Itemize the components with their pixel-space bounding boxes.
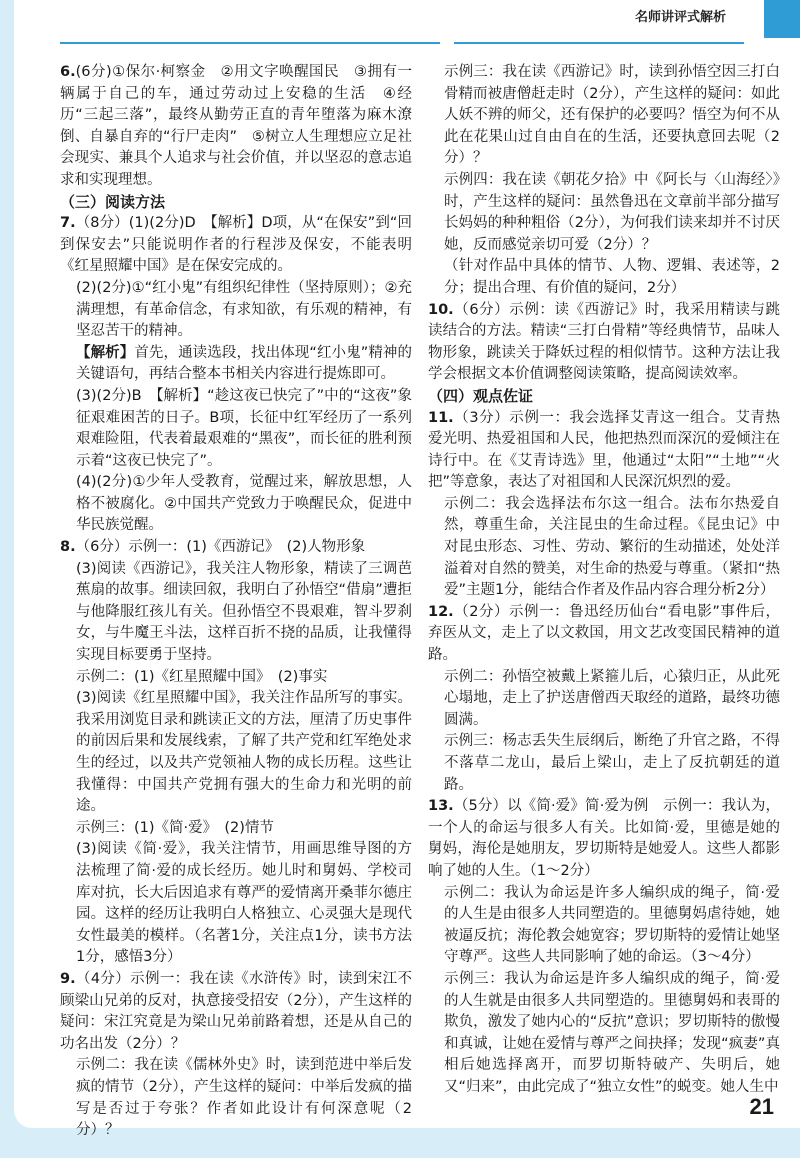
answer-text: 示例二：(1)《红星照耀中国》 (2)事实 xyxy=(76,668,328,685)
answer-text: (3)阅读《红星照耀中国》，我关注作品所写的事实。我采用浏览目录和跳读正文的方法，厘清了历史事件的前因后果和发展线索，了解了共产党和红军绝处求生的经过，以及共产党领袖人物的成长历程。这些让我懂得：中国共产党拥有强大的生命力和光明的前途。 xyxy=(76,690,412,815)
answer-text: （5分）以《简·爱》简·爱为例 示例一：我认为，一个人的命运与很多人有关。比如简·爱，里德是她的舅妈，海伦是她朋友，罗切斯特是她爱人。这些人都影响了她的人生。（1～2分） xyxy=(428,798,780,879)
answer-text: 示例四：我在读《朝花夕拾》中《阿长与〈山海经〉》时，产生这样的疑问：虽然鲁迅在文章前半部分描写长妈妈的种种粗俗（2分），为何我们读来却并不讨厌她，反而感觉亲切可爱（2分）？ xyxy=(444,171,780,253)
answer-paragraph xyxy=(428,62,780,170)
question-number: 11. xyxy=(428,409,454,426)
answer-paragraph xyxy=(428,494,780,602)
answer-paragraph xyxy=(428,969,780,1099)
answer-text: 首先，通读选段，找出体现“红小鬼”精神的关键语句，再结合整本书相关内容进行提炼即可。 xyxy=(76,344,412,383)
answer-paragraph xyxy=(428,170,780,256)
answer-paragraph xyxy=(428,883,780,969)
answer-paragraph xyxy=(60,278,412,343)
answer-paragraph xyxy=(60,213,412,278)
answer-text: 示例二：我在读《儒林外史》时，读到范进中举后发疯的情节（2分），产生这样的疑问：中举后发疯的描写是否过于夸张？作者如此设计有何深意呢（2分）？ xyxy=(76,1057,412,1139)
answer-text: 示例三：我认为命运是许多人编织成的绳子，简·爱的人生就是由很多人共同塑造的。里德舅妈和表哥的欺负，激发了她内心的“反抗”意识；罗切斯特的傲慢和真诚，让她在爱情与尊严之间抉择；发现“疯妻”真相后她选择离开，而罗切斯特破产、失明后，她又“归来”，由此完成了“独立女性”的蜕变。她人生中 xyxy=(444,970,780,1095)
answer-paragraph xyxy=(428,731,780,796)
answer-paragraph xyxy=(428,256,780,299)
answer-paragraph xyxy=(60,688,412,818)
page xyxy=(14,0,800,1139)
header-title: 名师讲评式解析 xyxy=(634,10,726,25)
answer-paragraph xyxy=(60,667,412,689)
answer-text: 示例二：我会选择法布尔这一组合。法布尔热爱自然，尊重生命，关注昆虫的生命过程。《昆虫记》中对昆虫形态、习性、劳动、繁衍的生动描述，处处洋溢着对自然的赞美，对生命的热爱与尊重。（紧扣“热爱”主题1分，能结合作者及作品内容合理分析2分） xyxy=(444,495,780,599)
section-heading: （四）观点佐证 xyxy=(428,386,534,405)
answer-text: （2分）示例一：鲁迅经历仙台“看电影”事件后，弃医从文，走上了以文救国，用文艺改变国民精神的道路。 xyxy=(428,603,780,664)
question-number: 10. xyxy=(428,301,454,318)
answer-paragraph xyxy=(60,1055,412,1141)
answer-paragraph xyxy=(60,62,412,192)
answer-paragraph xyxy=(60,559,412,667)
answer-text: 示例三：我在读《西游记》时，读到孙悟空因三打白骨精而被唐僧赶走时（2分），产生这样的疑问：如此人妖不辨的师父，还有保护的必要吗？悟空为何不从此在花果山过自由自在的生活，还要执意回去呢（2分）？ xyxy=(444,64,780,167)
answer-text: （4分）示例一：我在读《水浒传》时，读到宋江不顾梁山兄弟的反对，执意接受招安（2分），产生这样的疑问：宋江究竟是为梁山兄弟前路着想，还是从自己的功名出发（2分）？ xyxy=(60,970,412,1052)
analysis-tag: 【解析】 xyxy=(76,344,135,361)
answer-text: （3分）示例一：我会选择艾青这一组合。艾青热爱光明、热爱祖国和人民，他把热烈而深沉的爱倾注在诗行中。在《艾青诗选》里，他通过“太阳”“土地”“火把”等意象，表达了对祖国和人民深沉炽烈的爱。 xyxy=(428,409,780,491)
answer-paragraph xyxy=(428,602,780,667)
answer-paragraph xyxy=(428,667,780,732)
header-rule-left xyxy=(60,42,440,44)
header-color-tab xyxy=(764,0,800,38)
answer-paragraph xyxy=(60,386,412,472)
question-number: 13. xyxy=(428,798,454,815)
answer-paragraph xyxy=(428,300,780,386)
header-rule-right xyxy=(454,42,744,44)
answer-paragraph xyxy=(60,472,412,537)
answer-text: 示例三：杨志丢失生辰纲后，断绝了升官之路，不得不落草二龙山，最后上梁山，走上了反抗朝廷的道路。 xyxy=(444,733,780,793)
answer-text: （6分）示例一：(1)《西游记》 (2)人物形象 xyxy=(75,539,366,556)
answer-text: (6分)①保尔·柯察金 ②用文字唤醒国民 ③拥有一辆属于自己的车，通过劳动过上安稳的生活 ④经历“三起三落”，最终从勤劳正直的青年堕落为麻木潦倒、自暴自弃的“行尸走肉” ⑤树立人生理想应立足社会现实、兼具个人追求与社会价值，并以坚忍的意志追求和实现理想。 xyxy=(60,64,412,188)
answer-text: 示例二：我认为命运是许多人编织成的绳子，简·爱的人生是由很多人共同塑造的。里德舅妈虐待她，她被逼反抗；海伦教会她宽容；罗切斯特的爱情让她坚守尊严。这些人共同影响了她的命运。（3～4分） xyxy=(444,884,780,966)
answer-text: (4)(2分)①少年人受教育，觉醒过来，解放思想，人格不被腐化。②中国共产党致力于唤醒民众，促进中华民族觉醒。 xyxy=(76,474,412,534)
answer-text: (3)阅读《西游记》，我关注人物形象，精读了三调芭蕉扇的故事。细读回叙，我明白了孙悟空“借扇”遭拒与他降服红孩儿有关。但孙悟空不畏艰难，智斗罗刹女，与牛魔王斗法，这样百折不挠的品质，让我懂得实现目标要勇于坚持。 xyxy=(76,560,412,664)
answer-text: 示例二：孙悟空被戴上紧箍儿后，心猿归正，从此死心塌地，走上了护送唐僧西天取经的道路，最终功德圆满。 xyxy=(444,668,780,728)
answer-paragraph xyxy=(60,537,412,559)
answer-text: （8分）(1)(2分)D 【解析】D项，从“在保安”到“回到保安去”只能说明作者的行程涉及保安，不能表明《红星照耀中国》是在保安完成的。 xyxy=(60,215,412,275)
question-number: 6. xyxy=(60,64,76,80)
answer-text: （6分）示例：读《西游记》时，我采用精读与跳读结合的方法。精读“三打白骨精”等经典情节，品味人物形象，跳读关于降妖过程的相似情节。这种方法让我学会根据文本价值调整阅读策略，提高阅读效率。 xyxy=(428,301,780,383)
answer-text: 示例三：(1)《简·爱》 (2)情节 xyxy=(76,819,274,836)
page-number: 21 xyxy=(749,1094,774,1119)
answer-text: (2)(2分)①“红小鬼”有组织纪律性（坚持原则）；②充满理想，有革命信念，有求知欲，有乐观的精神，有坚忍苦干的精神。 xyxy=(76,279,412,340)
answer-paragraph xyxy=(60,969,412,1055)
answer-text: (3)(2分)B 【解析】“趁这夜已快完了”中的“这夜”象征艰难困苦的日子。B项，长征中红军经历了一系列艰难险阻，代表着最艰难的“黑夜”，而长征的胜利预示着“这夜已快完了”。 xyxy=(76,387,412,469)
answer-paragraph xyxy=(428,408,780,494)
question-number: 7. xyxy=(60,215,76,232)
section-heading: （三）阅读方法 xyxy=(60,192,166,211)
left-column xyxy=(60,62,412,1142)
answer-paragraph xyxy=(428,796,780,882)
question-number: 8. xyxy=(60,539,76,556)
answer-paragraph xyxy=(60,818,412,840)
answer-paragraph xyxy=(60,839,412,969)
right-column xyxy=(428,62,780,1099)
question-number: 9. xyxy=(60,970,76,987)
question-number: 12. xyxy=(428,603,454,620)
answer-paragraph xyxy=(60,343,412,386)
answer-text: （针对作品中具体的情节、人物、逻辑、表述等，2分；提出合理、有价值的疑问，2分） xyxy=(444,258,780,296)
answer-text: (3)阅读《简·爱》，我关注情节，用画思维导图的方法梳理了简·爱的成长经历。她儿时和舅妈、学校司库对抗，长大后因追求有尊严的爱情离开桑菲尔德庄园。这样的经历让我明白人格独立、心灵强大是现代女性最美的模样。（名著1分，关注点1分，读书方法1分，感悟3分） xyxy=(76,841,412,966)
